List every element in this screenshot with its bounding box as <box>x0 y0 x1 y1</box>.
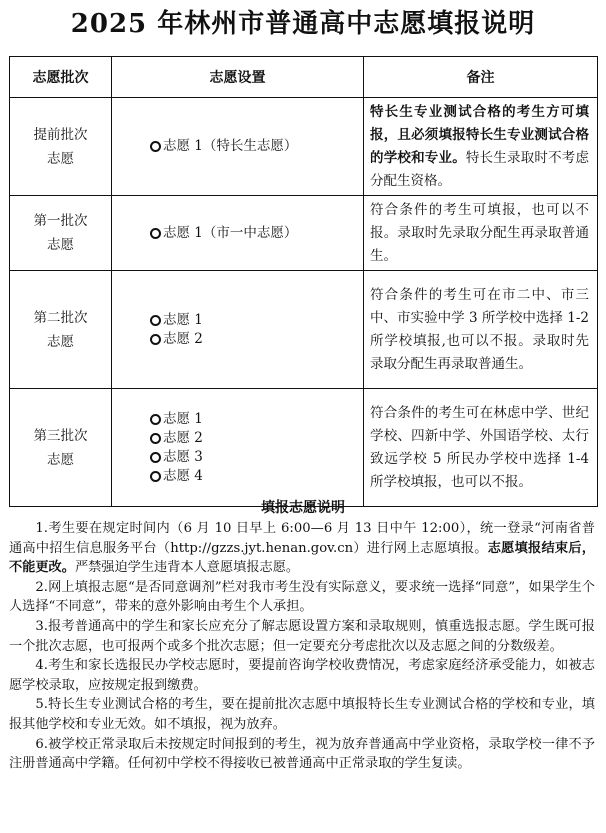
batch-line: 提前批次 <box>33 126 88 143</box>
option-item <box>150 224 363 243</box>
page-title: 2025 年林州市普通高中志愿填报说明 <box>70 9 536 39</box>
batch-line: 志愿 <box>47 333 74 350</box>
setting-cell <box>112 389 364 507</box>
batch-cell <box>10 389 112 507</box>
batch-line: 志愿 <box>47 451 74 468</box>
note-cell <box>364 196 598 271</box>
instruction-text: ）进行网上志愿填报。 <box>353 540 488 556</box>
batch-cell <box>10 271 112 389</box>
bullet-icon <box>150 141 161 152</box>
option-item <box>150 410 363 429</box>
table-row <box>10 271 598 389</box>
instruction-paragraph <box>9 519 595 578</box>
bullet-icon <box>150 315 161 326</box>
bullet-icon <box>150 471 161 482</box>
note-cell <box>364 389 598 507</box>
batch-cell <box>10 196 112 271</box>
note-emphasis: 特长生专业测试合格的考生方可填报，且必须填报特长生专业测试合格的学校和专业。 <box>370 104 589 166</box>
batch-line: 第一批次 <box>33 213 88 229</box>
instructions-body <box>9 519 595 774</box>
instruction-paragraph: 5.特长生专业测试合格的考生，要在提前批次志愿中填报特长生专业测试合格的学校和专业，填报其他学校和专业无效。如不填报，视为放弃。 <box>9 697 595 732</box>
option-item <box>150 137 363 156</box>
bullet-icon <box>150 228 161 239</box>
setting-cell <box>112 98 364 196</box>
table-row <box>10 98 598 196</box>
table-row <box>10 389 598 507</box>
header-batch: 志愿批次 <box>10 57 112 98</box>
instructions-title: 填报志愿说明 <box>261 500 345 516</box>
instruction-text: 严禁强迫学生违背本人意愿填报志愿。 <box>74 560 300 576</box>
table-header-row <box>10 57 598 98</box>
bullet-icon <box>150 334 161 345</box>
batch-line: 志愿 <box>47 237 74 253</box>
batch-line: 志愿 <box>47 150 74 167</box>
instruction-paragraph: 2.网上填报志愿“是否同意调剂”栏对我市考生没有实际意义，要求统一选择“同意”，如果学生个人选择“不同意”，带来的意外影响由考生个人承担。 <box>9 579 595 615</box>
bullet-icon <box>150 433 161 444</box>
option-label: 志愿 1（特长生志愿） <box>163 138 298 154</box>
instruction-paragraph: 4.考生和家长选报民办学校志愿时，要提前咨询学校收费情况，考虑家庭经济承受能力，如被志愿学校录取，应按规定报到缴费。 <box>9 658 595 693</box>
volunteer-table <box>9 56 598 507</box>
note-text: 符合条件的考生可在林虑中学、世纪学校、四新中学、外国语学校、太行致远学校 5 所民办学校中选择 1-4 所学校填报，也可以不报。 <box>370 405 589 490</box>
header-note: 备注 <box>364 57 598 98</box>
option-item <box>150 467 363 486</box>
instruction-paragraph: 3.报考普通高中的学生和家长应充分了解志愿设置方案和录取规则，慎重选报志愿。学生既可报一个批次志愿，也可报两个或多个批次志愿；但一定要充分考虑批次以及志愿之间的分数级差。 <box>9 618 595 654</box>
option-item <box>150 330 363 349</box>
option-item <box>150 429 363 448</box>
bullet-icon <box>150 414 161 425</box>
option-label: 志愿 1 <box>163 311 203 328</box>
option-label: 志愿 3 <box>163 448 203 465</box>
note-cell <box>364 98 598 196</box>
option-item <box>150 311 363 330</box>
batch-line: 第三批次 <box>33 427 88 444</box>
option-label: 志愿 1 <box>163 410 203 427</box>
option-label: 志愿 1（市一中志愿） <box>163 224 298 241</box>
note-text: 符合条件的考生可填报，也可以不报。录取时先录取分配生再录取普通生。 <box>370 202 589 264</box>
platform-link: http://gzzs.jyt.henan.gov.cn <box>170 540 354 556</box>
bullet-icon <box>150 452 161 463</box>
option-label: 志愿 2 <box>163 429 203 446</box>
option-item <box>150 448 363 467</box>
option-label: 志愿 4 <box>163 467 203 484</box>
setting-cell <box>112 196 364 271</box>
instruction-paragraph: 6.被学校正常录取后未按规定时间报到的考生，视为放弃普通高中学业资格，录取学校一律不予注册普通高中学籍。任何初中学校不得接收已被普通高中正常录取的学生复读。 <box>9 736 595 772</box>
instruction-emphasis: 志愿填报结束后，不能更改。 <box>9 540 595 576</box>
setting-cell <box>112 271 364 389</box>
option-label: 志愿 2 <box>163 330 203 347</box>
batch-cell <box>10 98 112 196</box>
batch-line: 第二批次 <box>33 309 88 326</box>
table-row <box>10 196 598 271</box>
note-text: 符合条件的考生可在市二中、市三中、市实验中学 3 所学校中选择 1-2所学校填报,也可以不报。录取时先录取分配生再录取普通生。 <box>370 287 589 372</box>
instruction-text: 1.考生要在规定时间内（6 月 10 日早上 6:00—6 月 13 日中午 12:00），统一登录“河南省普通高中招生信息服务平台（ <box>9 521 595 556</box>
header-setting: 志愿设置 <box>112 57 364 98</box>
note-cell <box>364 271 598 389</box>
note-text: 特长生录取时不考虑分配生资格。 <box>370 150 590 189</box>
